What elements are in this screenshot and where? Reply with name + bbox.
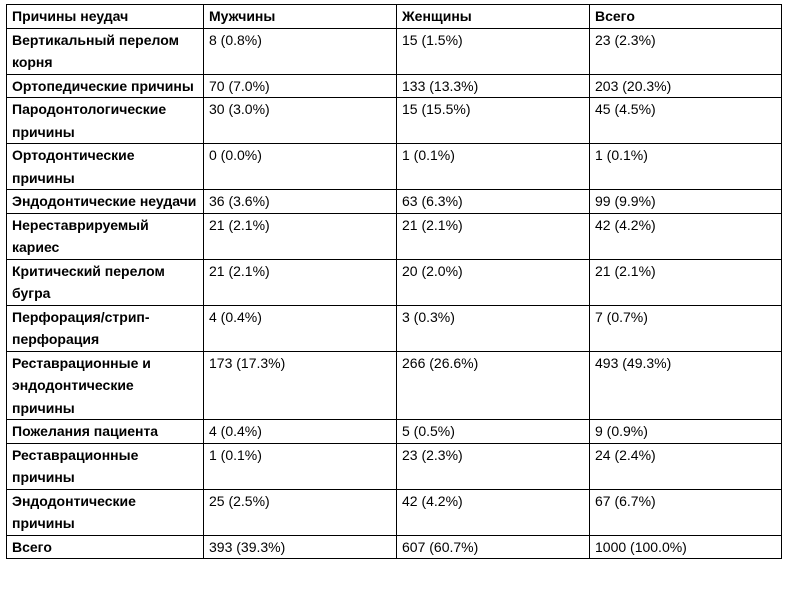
row-men-cell: 1 (0.1%) bbox=[204, 443, 397, 489]
table-row bbox=[7, 535, 782, 559]
row-reason-cell: Ортодонтические причины bbox=[7, 144, 204, 190]
header-reason: Причины неудач bbox=[7, 5, 204, 29]
table-header-row bbox=[7, 5, 782, 29]
row-women-cell: 20 (2.0%) bbox=[397, 259, 590, 305]
table-row bbox=[7, 213, 782, 259]
row-men-cell: 70 (7.0%) bbox=[204, 74, 397, 98]
table-body bbox=[7, 28, 782, 559]
table-row bbox=[7, 351, 782, 420]
row-men-cell: 4 (0.4%) bbox=[204, 305, 397, 351]
row-men-cell: 173 (17.3%) bbox=[204, 351, 397, 420]
row-men-cell: 4 (0.4%) bbox=[204, 420, 397, 444]
row-reason-cell: Реставрационные и эндодонтические причины bbox=[7, 351, 204, 420]
row-total-cell: 45 (4.5%) bbox=[590, 98, 782, 144]
row-total-cell: 493 (49.3%) bbox=[590, 351, 782, 420]
table-row bbox=[7, 98, 782, 144]
row-men-cell: 21 (2.1%) bbox=[204, 213, 397, 259]
row-men-cell: 36 (3.6%) bbox=[204, 190, 397, 214]
row-men-cell: 0 (0.0%) bbox=[204, 144, 397, 190]
row-total-cell: 24 (2.4%) bbox=[590, 443, 782, 489]
row-reason-cell: Критический перелом бугра bbox=[7, 259, 204, 305]
row-women-cell: 15 (15.5%) bbox=[397, 98, 590, 144]
row-women-cell: 21 (2.1%) bbox=[397, 213, 590, 259]
row-total-cell: 9 (0.9%) bbox=[590, 420, 782, 444]
row-women-cell: 15 (1.5%) bbox=[397, 28, 590, 74]
table-row bbox=[7, 74, 782, 98]
table-row bbox=[7, 259, 782, 305]
table-row bbox=[7, 489, 782, 535]
row-women-cell: 266 (26.6%) bbox=[397, 351, 590, 420]
row-total-cell: 1 (0.1%) bbox=[590, 144, 782, 190]
row-total-cell: 67 (6.7%) bbox=[590, 489, 782, 535]
row-women-cell: 63 (6.3%) bbox=[397, 190, 590, 214]
row-women-cell: 607 (60.7%) bbox=[397, 535, 590, 559]
row-women-cell: 3 (0.3%) bbox=[397, 305, 590, 351]
row-women-cell: 42 (4.2%) bbox=[397, 489, 590, 535]
row-total-cell: 21 (2.1%) bbox=[590, 259, 782, 305]
row-women-cell: 5 (0.5%) bbox=[397, 420, 590, 444]
table-row bbox=[7, 420, 782, 444]
row-men-cell: 25 (2.5%) bbox=[204, 489, 397, 535]
table-row bbox=[7, 28, 782, 74]
row-men-cell: 21 (2.1%) bbox=[204, 259, 397, 305]
row-reason-cell: Нереставрируемый кариес bbox=[7, 213, 204, 259]
row-reason-cell: Эндодонтические неудачи bbox=[7, 190, 204, 214]
header-men: Мужчины bbox=[204, 5, 397, 29]
row-reason-cell: Вертикальный перелом корня bbox=[7, 28, 204, 74]
row-reason-cell: Пародонтологические причины bbox=[7, 98, 204, 144]
row-women-cell: 133 (13.3%) bbox=[397, 74, 590, 98]
row-men-cell: 30 (3.0%) bbox=[204, 98, 397, 144]
header-total: Всего bbox=[590, 5, 782, 29]
row-reason-cell: Пожелания пациента bbox=[7, 420, 204, 444]
row-total-cell: 99 (9.9%) bbox=[590, 190, 782, 214]
row-reason-cell: Ортопедические причины bbox=[7, 74, 204, 98]
row-men-cell: 393 (39.3%) bbox=[204, 535, 397, 559]
failure-reasons-table bbox=[6, 4, 782, 559]
row-women-cell: 23 (2.3%) bbox=[397, 443, 590, 489]
row-total-cell: 23 (2.3%) bbox=[590, 28, 782, 74]
row-reason-cell: Перфорация/стрип-перфорация bbox=[7, 305, 204, 351]
row-total-cell: 42 (4.2%) bbox=[590, 213, 782, 259]
row-men-cell: 8 (0.8%) bbox=[204, 28, 397, 74]
row-reason-cell: Всего bbox=[7, 535, 204, 559]
table-row bbox=[7, 443, 782, 489]
row-women-cell: 1 (0.1%) bbox=[397, 144, 590, 190]
row-reason-cell: Эндодонтические причины bbox=[7, 489, 204, 535]
table-row bbox=[7, 190, 782, 214]
table-container bbox=[6, 4, 782, 559]
row-reason-cell: Реставрационные причины bbox=[7, 443, 204, 489]
table-row bbox=[7, 305, 782, 351]
row-total-cell: 7 (0.7%) bbox=[590, 305, 782, 351]
row-total-cell: 203 (20.3%) bbox=[590, 74, 782, 98]
row-total-cell: 1000 (100.0%) bbox=[590, 535, 782, 559]
table-row bbox=[7, 144, 782, 190]
header-women: Женщины bbox=[397, 5, 590, 29]
